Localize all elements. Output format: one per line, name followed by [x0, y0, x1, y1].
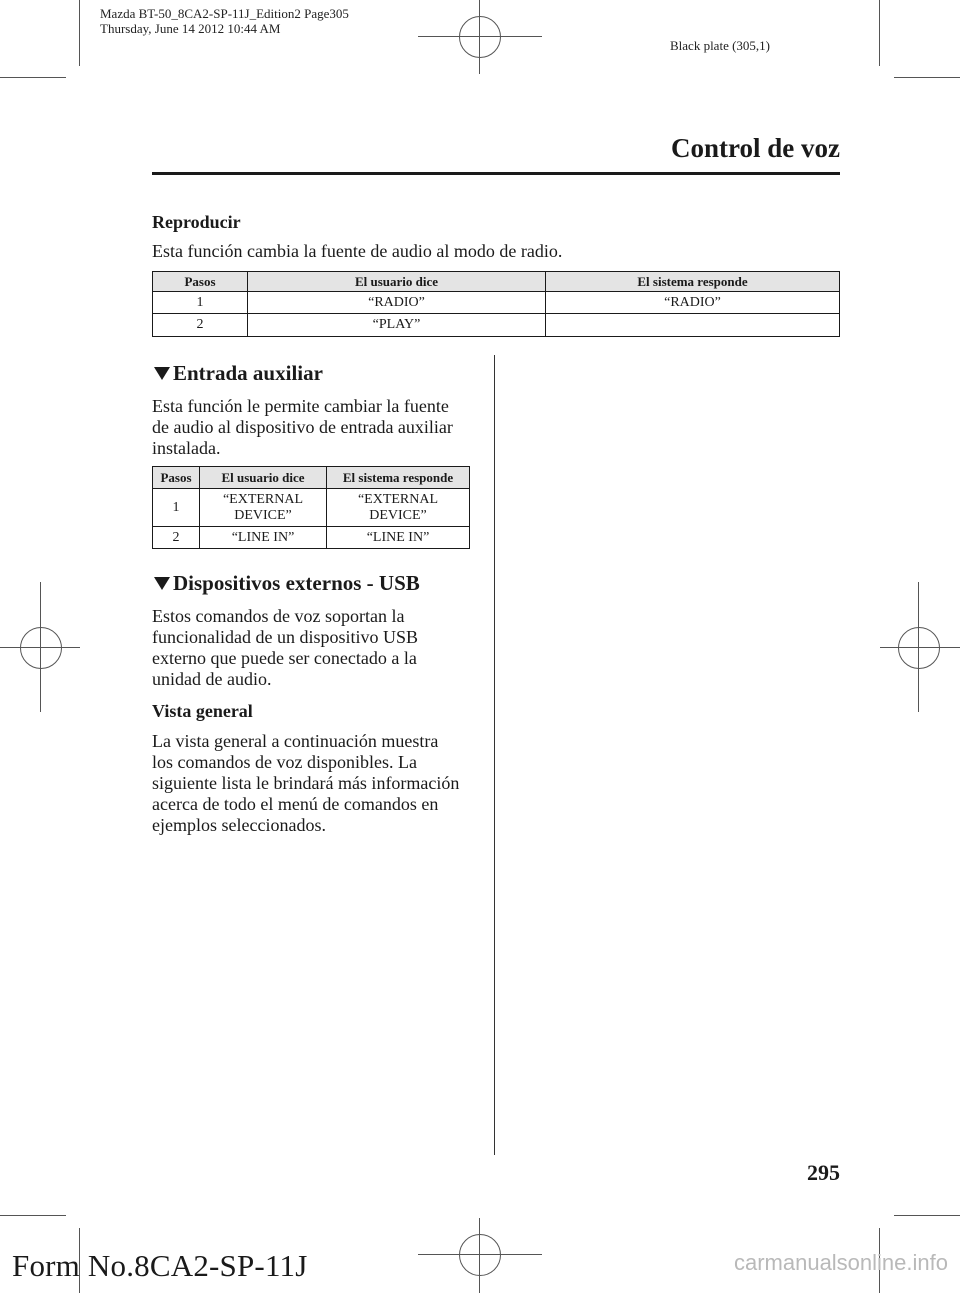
cell-line: DEVICE”	[234, 507, 292, 523]
table-cell: 1	[153, 292, 248, 314]
usb-heading	[154, 571, 420, 596]
table-cell	[200, 489, 327, 527]
cell-line: DEVICE”	[369, 507, 427, 523]
entrada-text	[152, 396, 453, 459]
table-cell: “RADIO”	[546, 292, 840, 314]
table-header: El sistema responde	[546, 272, 840, 292]
table-row	[153, 292, 840, 314]
triangle-down-icon	[154, 367, 170, 380]
print-date-line: Thursday, June 14 2012 10:44 AM	[100, 21, 281, 36]
table-cell: “RADIO”	[248, 292, 546, 314]
reproducir-table	[152, 271, 840, 337]
print-file-line: Mazda BT-50_8CA2-SP-11J_Edition2 Page305	[100, 6, 349, 21]
column-divider	[494, 355, 495, 1155]
watermark: carmanualsonline.info	[733, 1250, 948, 1275]
entrada-table	[152, 466, 470, 549]
text-line: Esta función le permite cambiar la fuente	[152, 396, 449, 416]
text-line: funcionalidad de un dispositivo USB	[152, 627, 418, 647]
reproducir-text: Esta función cambia la fuente de audio al modo de radio.	[152, 241, 563, 261]
table-row	[153, 527, 470, 549]
table-cell: “LINE IN”	[327, 527, 470, 549]
table-cell: 1	[153, 489, 200, 527]
plate-label: Black plate (305,1)	[670, 38, 770, 53]
entrada-heading-text: Entrada auxiliar	[173, 361, 323, 385]
table-cell: “LINE IN”	[200, 527, 327, 549]
text-line: instalada.	[152, 438, 221, 458]
table-header: Pasos	[153, 272, 248, 292]
table-header: El usuario dice	[200, 467, 327, 489]
table-cell: 2	[153, 527, 200, 549]
text-line: siguiente lista le brindará más información	[152, 773, 460, 793]
text-line: La vista general a continuación muestra	[152, 731, 439, 751]
usb-heading-text: Dispositivos externos - USB	[173, 571, 420, 595]
reproducir-heading: Reproducir	[152, 212, 241, 232]
cell-line: “EXTERNAL	[357, 491, 439, 507]
text-line: Estos comandos de voz soportan la	[152, 606, 405, 626]
section-title: Control de voz	[671, 133, 840, 163]
table-cell: 2	[153, 314, 248, 337]
triangle-down-icon	[154, 577, 170, 590]
table-cell: “PLAY”	[248, 314, 546, 337]
table-row	[153, 314, 840, 337]
text-line: ejemplos seleccionados.	[152, 815, 326, 835]
table-cell	[546, 314, 840, 337]
table-cell	[327, 489, 470, 527]
cell-line: “EXTERNAL	[222, 491, 304, 507]
text-line: unidad de audio.	[152, 669, 272, 689]
entrada-heading	[154, 361, 323, 386]
text-line: externo que puede ser conectado a la	[152, 648, 417, 668]
page-number: 295	[807, 1160, 840, 1185]
table-row	[153, 489, 470, 527]
text-line: los comandos de voz disponibles. La	[152, 752, 417, 772]
table-header: El sistema responde	[327, 467, 470, 489]
vista-general-heading: Vista general	[152, 701, 253, 721]
vista-general-text	[152, 731, 459, 836]
text-line: acerca de todo el menú de comandos en	[152, 794, 439, 814]
table-header: Pasos	[153, 467, 200, 489]
header-rule	[152, 172, 840, 175]
form-number: Form No.8CA2-SP-11J	[12, 1248, 308, 1283]
usb-text	[152, 606, 418, 690]
table-header: El usuario dice	[248, 272, 546, 292]
text-line: de audio al dispositivo de entrada auxiliar	[152, 417, 453, 437]
